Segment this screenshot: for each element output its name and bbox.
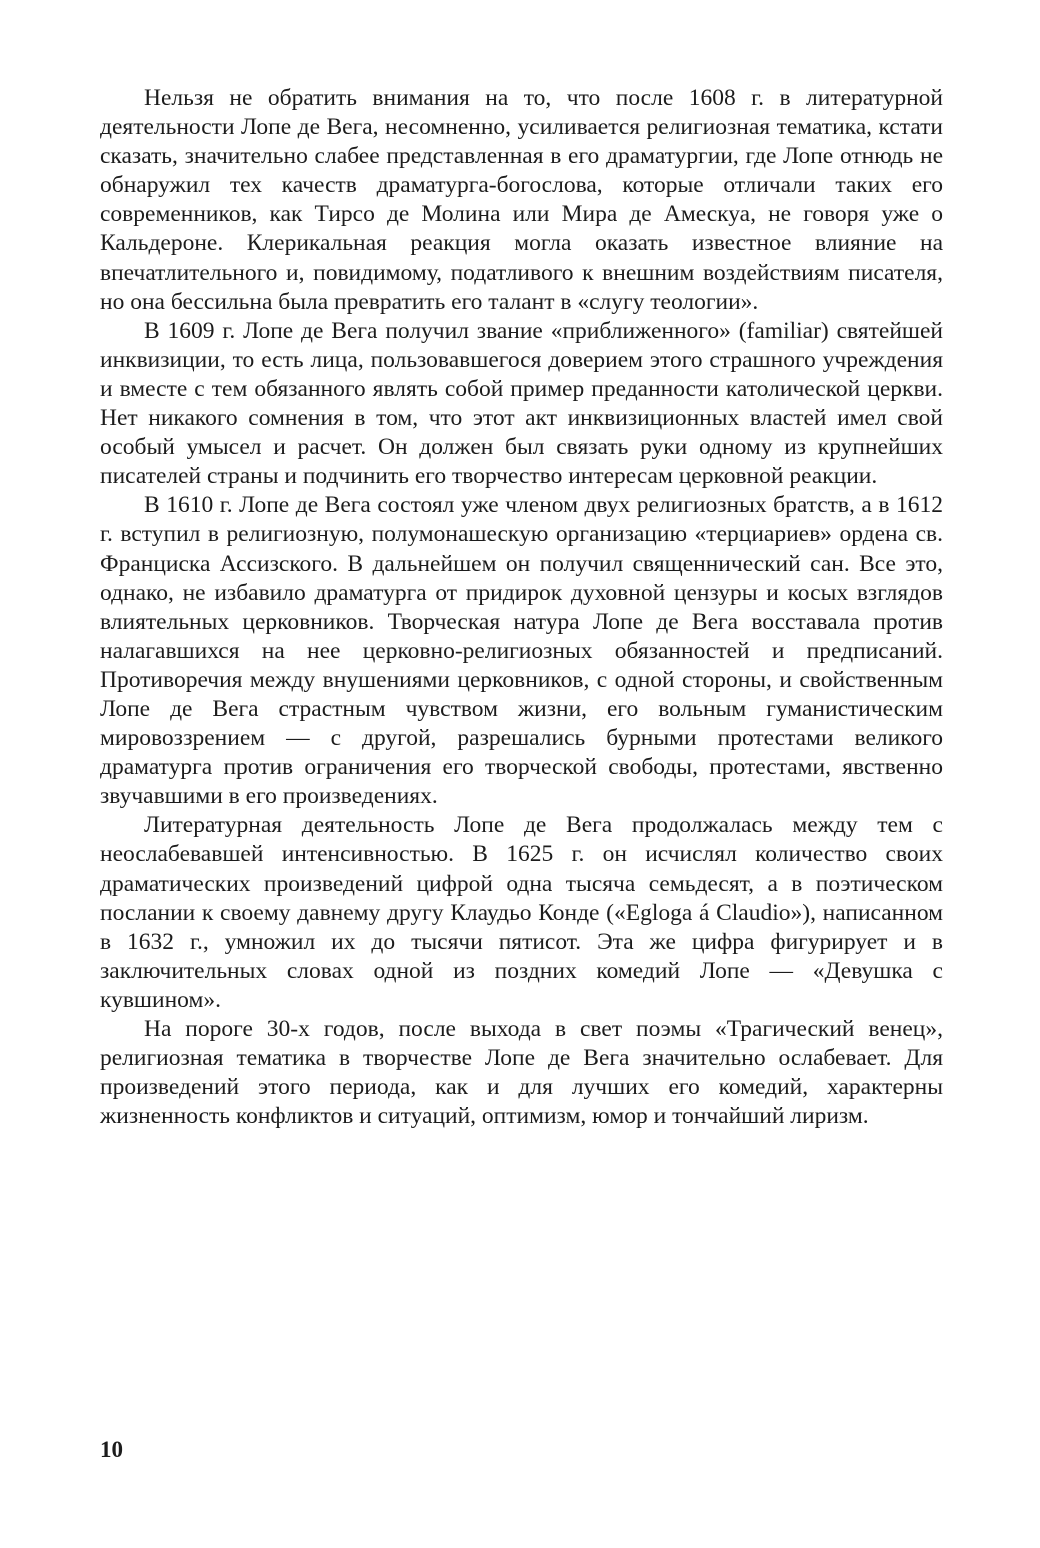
page-body <box>100 84 943 1131</box>
paragraph-5: На пороге 30-х годов, после выхода в свет поэмы «Трагический венец», религиозная тематика в творчестве Лопе де Вега значительно ослабевает. Для произведений этого периода, как и для лучших его комедий, характерны жизненность конфликтов и ситуаций, оптимизм, юмор и тончайший лиризм. <box>100 1016 943 1130</box>
page-number: 10 <box>100 1437 123 1462</box>
paragraph-4: Литературная деятельность Лопе де Вега продолжалась между тем с неослабевавшей интенсивностью. В 1625 г. он исчислял количество своих драматических произведений цифрой одна тысяча семьдесят, а в поэтическом послании к своему давнему другу Клаудьо Конде («Egloga á Claudio»), написанном в 1632 г., умножил их до тысячи пятисот. Эта же цифра фигурирует и в заключительных словах одной из поздних комедий Лопе — «Девушка с кувшином». <box>100 812 943 1013</box>
paragraph-3: В 1610 г. Лопе де Вега состоял уже членом двух религиозных братств, а в 1612 г. вступил в религиозную, полумонашескую организацию «терциариев» ордена св. Франциска Ассизского. В дальнейшем он получил священнический сан. Все это, однако, не избавило драматурга от придирок духовной цензуры и косых взглядов влиятельных церковников. Творческая натура Лопе де Вега восставала против налагавшихся на нее церковно-религиозных обязанностей и предписаний. Противоречия между внушениями церковников, с одной стороны, и свойственным Лопе де Вега страстным чувством жизни, его вольным гуманистическим мировоззрением — с другой, разрешались бурными протестами великого драматурга против ограничения его творческой свободы, протестами, явственно звучавшими в его произведениях. <box>100 492 943 810</box>
paragraph-2: В 1609 г. Лопе де Вега получил звание «приближенного» (familiar) святейшей инквизиции, то есть лица, пользовавшегося доверием этого страшного учреждения и вместе с тем обязанного являть собой пример преданности католической церкви. Нет никакого сомнения в том, что этот акт инквизиционных властей имел свой особый умысел и расчет. Он должен был связать руки одному из крупнейших писателей страны и подчинить его творчество интересам церковной реакции. <box>100 317 943 490</box>
paragraph-1: Нельзя не обратить внимания на то, что после 1608 г. в литературной деятельности Лопе де Вега, несомненно, усиливается религиозная тематика, кстати сказать, значительно слабее представленная в его драматургии, где Лопе отнюдь не обнаружил тех качеств драматурга-богослова, которые отличали таких его современников, как Тирсо де Молина или Мира де Амескуа, не говоря уже о Кальдероне. Клерикальная реакция могла оказать известное влияние на впечатлительного и, повидимому, податливого к внешним воздействиям писателя, но она бессильна была превратить его талант в «слугу теологии». <box>100 85 943 315</box>
